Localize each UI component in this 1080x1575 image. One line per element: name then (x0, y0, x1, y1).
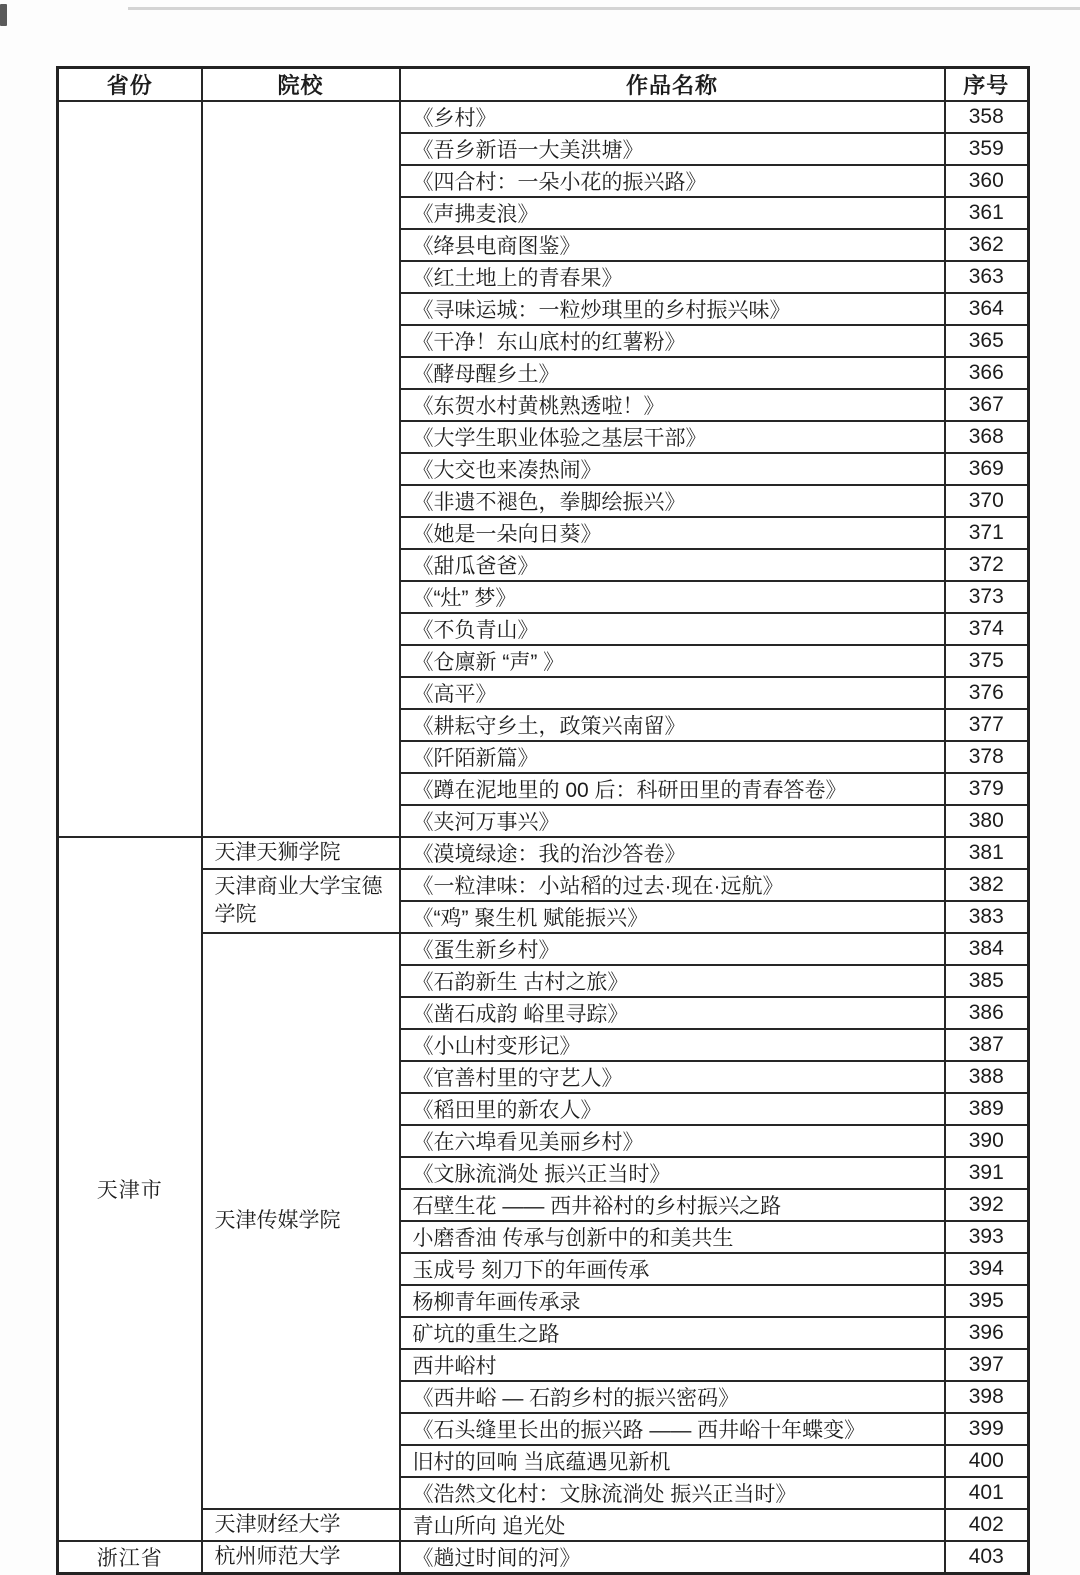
work-title-cell: 石壁生花 —— 西井裕村的乡村振兴之路 (400, 1189, 945, 1221)
serial-number-cell: 403 (945, 1541, 1029, 1574)
work-title-cell: 杨柳青年画传承录 (400, 1285, 945, 1317)
serial-number-cell: 393 (945, 1221, 1029, 1253)
work-title-cell: 《石韵新生 古村之旅》 (400, 965, 945, 997)
work-title-cell: 《稻田里的新农人》 (400, 1093, 945, 1125)
work-title-cell: 《声拂麦浪》 (400, 197, 945, 229)
table-row (58, 869, 1029, 901)
serial-number-cell: 399 (945, 1413, 1029, 1445)
work-title-cell: 《不负青山》 (400, 613, 945, 645)
work-title-cell: 《蹲在泥地里的 00 后：科研田里的青春答卷》 (400, 773, 945, 805)
header-row (58, 68, 1029, 102)
serial-number-cell: 372 (945, 549, 1029, 581)
serial-number-cell: 362 (945, 229, 1029, 261)
table-row (58, 1541, 1029, 1574)
serial-number-cell: 398 (945, 1381, 1029, 1413)
serial-number-cell: 394 (945, 1253, 1029, 1285)
column-header-title: 作品名称 (400, 68, 945, 102)
work-title-cell: 《耕耘守乡土，政策兴南留》 (400, 709, 945, 741)
province-cell: 天津市 (58, 837, 202, 1541)
work-title-cell: 《干净！东山底村的红薯粉》 (400, 325, 945, 357)
serial-number-cell: 377 (945, 709, 1029, 741)
work-title-cell: 《乡村》 (400, 101, 945, 133)
serial-number-cell: 370 (945, 485, 1029, 517)
school-cell: 天津商业大学宝德学院 (202, 869, 400, 933)
table-row (58, 101, 1029, 133)
work-title-cell: 《“鸡” 聚生机 赋能振兴》 (400, 901, 945, 933)
work-title-cell: 《凿石成韵 峪里寻踪》 (400, 997, 945, 1029)
serial-number-cell: 384 (945, 933, 1029, 965)
work-title-cell: 《甜瓜爸爸》 (400, 549, 945, 581)
work-title-cell: 《四合村：一朵小花的振兴路》 (400, 165, 945, 197)
work-title-cell: 《官善村里的守艺人》 (400, 1061, 945, 1093)
serial-number-cell: 373 (945, 581, 1029, 613)
work-title-cell: 小磨香油 传承与创新中的和美共生 (400, 1221, 945, 1253)
serial-number-cell: 371 (945, 517, 1029, 549)
school-cell: 天津传媒学院 (202, 933, 400, 1509)
table-row (58, 837, 1029, 869)
work-title-cell: 《石头缝里长出的振兴路 —— 西井峪十年蝶变》 (400, 1413, 945, 1445)
serial-number-cell: 359 (945, 133, 1029, 165)
work-title-cell: 《东贺水村黄桃熟透啦！》 (400, 389, 945, 421)
work-title-cell: 《绛县电商图鉴》 (400, 229, 945, 261)
works-table (56, 66, 1030, 1575)
serial-number-cell: 375 (945, 645, 1029, 677)
serial-number-cell: 396 (945, 1317, 1029, 1349)
table-row (58, 933, 1029, 965)
work-title-cell: 《寻味运城：一粒炒琪里的乡村振兴味》 (400, 293, 945, 325)
serial-number-cell: 392 (945, 1189, 1029, 1221)
work-title-cell: 《酵母醒乡土》 (400, 357, 945, 389)
serial-number-cell: 397 (945, 1349, 1029, 1381)
serial-number-cell: 390 (945, 1125, 1029, 1157)
serial-number-cell: 374 (945, 613, 1029, 645)
work-title-cell: 《阡陌新篇》 (400, 741, 945, 773)
serial-number-cell: 383 (945, 901, 1029, 933)
serial-number-cell: 365 (945, 325, 1029, 357)
work-title-cell: 矿坑的重生之路 (400, 1317, 945, 1349)
table-row (58, 1509, 1029, 1541)
serial-number-cell: 367 (945, 389, 1029, 421)
work-title-cell: 《仓廪新 “声” 》 (400, 645, 945, 677)
serial-number-cell: 402 (945, 1509, 1029, 1541)
serial-number-cell: 361 (945, 197, 1029, 229)
serial-number-cell: 380 (945, 805, 1029, 837)
province-cell (58, 101, 202, 837)
serial-number-cell: 382 (945, 869, 1029, 901)
serial-number-cell: 378 (945, 741, 1029, 773)
column-header-serial: 序号 (945, 68, 1029, 102)
serial-number-cell: 400 (945, 1445, 1029, 1477)
work-title-cell: 《非遗不褪色，拳脚绘振兴》 (400, 485, 945, 517)
scan-artifact-line (128, 7, 1080, 10)
work-title-cell: 青山所向 追光处 (400, 1509, 945, 1541)
work-title-cell: 西井峪村 (400, 1349, 945, 1381)
work-title-cell: 《大学生职业体验之基层干部》 (400, 421, 945, 453)
work-title-cell: 《夹河万事兴》 (400, 805, 945, 837)
province-cell: 浙江省 (58, 1541, 202, 1574)
school-cell: 杭州师范大学 (202, 1541, 400, 1574)
serial-number-cell: 364 (945, 293, 1029, 325)
serial-number-cell: 388 (945, 1061, 1029, 1093)
serial-number-cell: 401 (945, 1477, 1029, 1509)
serial-number-cell: 376 (945, 677, 1029, 709)
work-title-cell: 《蛋生新乡村》 (400, 933, 945, 965)
serial-number-cell: 368 (945, 421, 1029, 453)
work-title-cell: 旧村的回响 当底蕴遇见新机 (400, 1445, 945, 1477)
work-title-cell: 《高平》 (400, 677, 945, 709)
serial-number-cell: 360 (945, 165, 1029, 197)
work-title-cell: 《文脉流淌处 振兴正当时》 (400, 1157, 945, 1189)
serial-number-cell: 358 (945, 101, 1029, 133)
school-cell (202, 101, 400, 837)
work-title-cell: 《吾乡新语一大美洪塘》 (400, 133, 945, 165)
serial-number-cell: 369 (945, 453, 1029, 485)
school-cell: 天津天狮学院 (202, 837, 400, 869)
school-cell: 天津财经大学 (202, 1509, 400, 1541)
table-body (58, 101, 1029, 1574)
work-title-cell: 《浩然文化村：文脉流淌处 振兴正当时》 (400, 1477, 945, 1509)
work-title-cell: 《一粒津味：小站稻的过去·现在·远航》 (400, 869, 945, 901)
serial-number-cell: 387 (945, 1029, 1029, 1061)
work-title-cell: 《在六埠看见美丽乡村》 (400, 1125, 945, 1157)
serial-number-cell: 385 (945, 965, 1029, 997)
serial-number-cell: 379 (945, 773, 1029, 805)
serial-number-cell: 395 (945, 1285, 1029, 1317)
column-header-school: 院校 (202, 68, 400, 102)
work-title-cell: 《“灶” 梦》 (400, 581, 945, 613)
serial-number-cell: 363 (945, 261, 1029, 293)
serial-number-cell: 366 (945, 357, 1029, 389)
table-header (58, 68, 1029, 102)
serial-number-cell: 386 (945, 997, 1029, 1029)
scan-artifact-corner (0, 4, 7, 26)
work-title-cell: 《西井峪 — 石韵乡村的振兴密码》 (400, 1381, 945, 1413)
work-title-cell: 《漠境绿途：我的治沙答卷》 (400, 837, 945, 869)
serial-number-cell: 389 (945, 1093, 1029, 1125)
serial-number-cell: 381 (945, 837, 1029, 869)
work-title-cell: 《她是一朵向日葵》 (400, 517, 945, 549)
column-header-province: 省份 (58, 68, 202, 102)
work-title-cell: 《红土地上的青春果》 (400, 261, 945, 293)
work-title-cell: 玉成号 刻刀下的年画传承 (400, 1253, 945, 1285)
work-title-cell: 《小山村变形记》 (400, 1029, 945, 1061)
work-title-cell: 《大交也来凑热闹》 (400, 453, 945, 485)
work-title-cell: 《趟过时间的河》 (400, 1541, 945, 1574)
serial-number-cell: 391 (945, 1157, 1029, 1189)
